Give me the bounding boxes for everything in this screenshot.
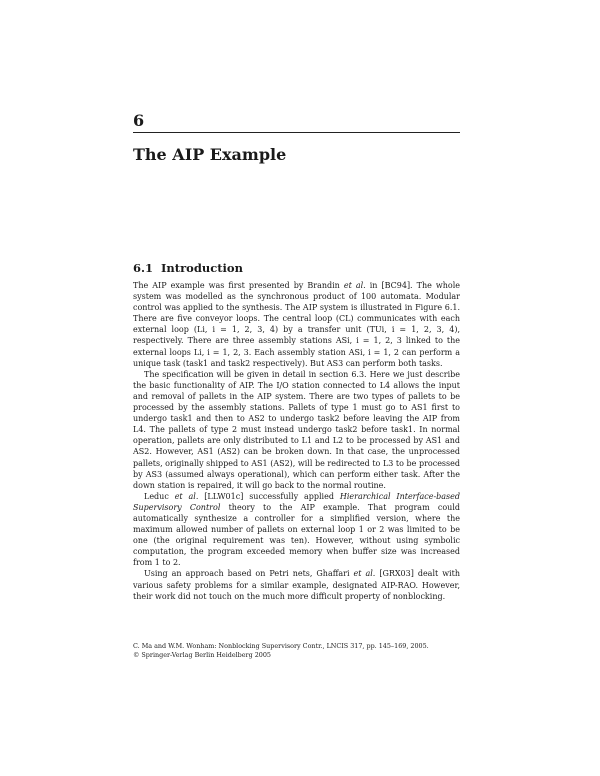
paragraph-4: Using an approach based on Petri nets, Ghaffari et al. [GRX03] dealt with various safety problems for a similar example, designated AIP-RAO. However, their work did not touch on the much more difficult property of nonblocking. bbox=[133, 569, 460, 601]
section-number: 6.1 bbox=[133, 261, 154, 275]
chapter-title: The AIP Example bbox=[133, 145, 287, 164]
paragraph-1: The AIP example was first presented by Brandin et al. in [BC94]. The whole system was modelled as the synchronous product of 100 automata. Modular control was applied to the synthesis. The AIP system is illustrated in Figure 6.1. There are five conveyor loops. The central loop (CL) communicates with each external loop (Li, i = 1, 2, 3, 4) by a transfer unit (TUi, i = 1, 2, 3, 4), respectively. There are three assembly stations ASi, i = 1, 2, 3 linked to the external loops Li, i = 1, 2, 3. Each assembly station ASi, i = 1, 2 can perform a unique task (task1 and task2 respectively). But AS3 can perform both tasks. bbox=[133, 281, 460, 368]
chapter-number: 6 bbox=[133, 111, 145, 130]
citation-line: C. Ma and W.M. Wonham: Nonblocking Supervisory Contr., LNCIS 317, pp. 145–169, 2005. bbox=[133, 642, 429, 650]
paragraph-2: The specification will be given in detail in section 6.3. Here we just describe the basic functionality of AIP. The I/O station connected to L4 allows the input and removal of pallets in the AIP system. There are two types of pallets to be processed by the assembly stations. Pallets of type 1 must go to AS1 first to undergo task1 and then to AS2 to undergo task2 before leaving the AIP from L4. The pallets of type 2 must instead undergo task2 before task1. In normal operation, pallets are only distributed to L1 and L2 to be processed by AS1 and AS2. However, AS1 (AS2) can be broken down. In that case, the unprocessed pallets, originally shipped to AS1 (AS2), will be redirected to L3 to be processed by AS3 (assumed always operational), which can perform either task. After the down station is repaired, it will go back to the normal routine. bbox=[133, 369, 460, 490]
copyright-line: © Springer-Verlag Berlin Heidelberg 2005 bbox=[133, 651, 271, 660]
section-heading bbox=[133, 261, 243, 275]
chapter-rule bbox=[133, 132, 460, 133]
body-text bbox=[133, 280, 460, 602]
paragraph-3: Leduc et al. [LLW01c] successfully applied Hierarchical Interface-based Supervisory Control theory to the AIP example. That program could automatically synthesize a controller for a simplified version, where the maximum allowed number of pallets on external loop 1 or 2 was limited to be one (the original requirement was ten). However, without using symbolic computation, the program exceeded memory when buffer size was increased from 1 to 2. bbox=[133, 491, 461, 568]
copyright-footer bbox=[133, 642, 463, 660]
section-title: Introduction bbox=[161, 261, 243, 275]
